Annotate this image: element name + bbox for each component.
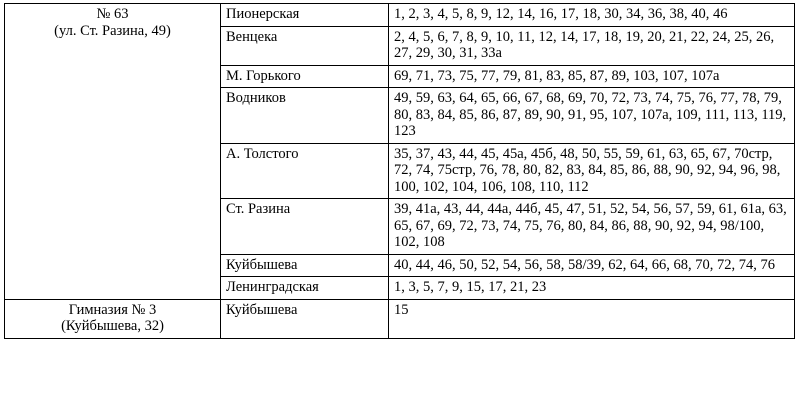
school-street-assignment-table [4,3,795,339]
street-cell: Пионерская [221,4,389,27]
houses-cell: 15 [389,299,795,338]
table-body [5,4,795,339]
street-cell: Ст. Разина [221,199,389,255]
houses-cell: 1, 3, 5, 7, 9, 15, 17, 21, 23 [389,277,795,300]
street-cell: Куйбышева [221,254,389,277]
school-name: Гимназия № 3 [68,301,157,318]
table-row [5,299,795,338]
street-cell: Куйбышева [221,299,389,338]
school-cell [5,299,221,338]
houses-cell: 69, 71, 73, 75, 77, 79, 81, 83, 85, 87, 89, 103, 107, 107а [389,65,795,88]
houses-cell: 40, 44, 46, 50, 52, 54, 56, 58, 58/39, 62, 64, 66, 68, 70, 72, 74, 76 [389,254,795,277]
houses-cell: 1, 2, 3, 4, 5, 8, 9, 12, 14, 16, 17, 18, 30, 34, 36, 38, 40, 46 [389,4,795,27]
houses-cell: 2, 4, 5, 6, 7, 8, 9, 10, 11, 12, 14, 17, 18, 19, 20, 21, 22, 24, 25, 26, 27, 29, 30, 31, 33а [389,26,795,65]
street-cell: Венцека [221,26,389,65]
school-address: (ул. Ст. Разина, 49) [54,22,171,39]
street-cell: А. Толстого [221,143,389,199]
table-row [5,4,795,27]
school-address: (Куйбышева, 32) [61,318,164,335]
street-cell: М. Горького [221,65,389,88]
street-cell: Водников [221,88,389,144]
houses-cell: 49, 59, 63, 64, 65, 66, 67, 68, 69, 70, 72, 73, 74, 75, 76, 77, 78, 79, 80, 83, 84, 85, 86, 87, 89, 90, 91, 95, 107, 107а, 109, 111, 113, 119, 123 [389,88,795,144]
houses-cell: 39, 41а, 43, 44, 44а, 44б, 45, 47, 51, 52, 54, 56, 57, 59, 61, 61а, 63, 65, 67, 69, 72, 73, 74, 75, 76, 80, 84, 86, 88, 90, 92, 94, 98/100, 102, 108 [389,199,795,255]
street-cell: Ленинградская [221,277,389,300]
houses-cell: 35, 37, 43, 44, 45, 45а, 45б, 48, 50, 55, 59, 61, 63, 65, 67, 70стр, 72, 74, 75стр, 76, 78, 80, 82, 83, 84, 85, 86, 88, 90, 92, 94, 96, 98, 100, 102, 104, 106, 108, 110, 112 [389,143,795,199]
school-cell [5,4,221,300]
school-name: № 63 [96,6,129,22]
